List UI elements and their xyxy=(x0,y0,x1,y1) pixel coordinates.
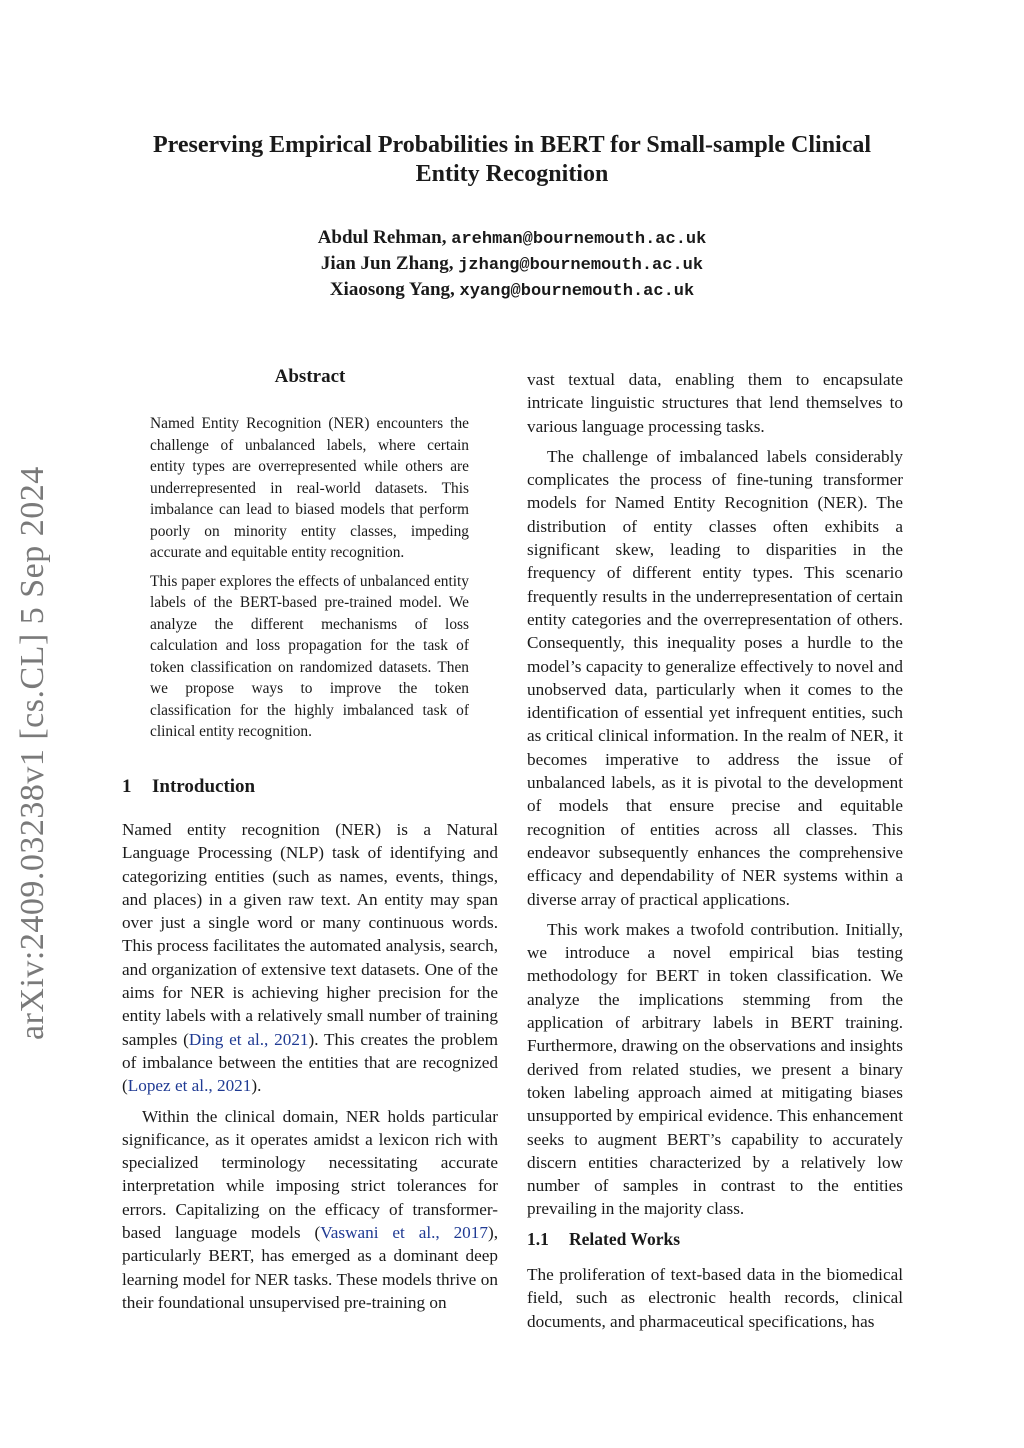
right-column-body xyxy=(527,368,903,1221)
abstract-paragraph: This paper explores the effects of unbalanced entity labels of the BERT-based pre-trained model. We analyze the different mechanisms of loss calculation and loss propagation for the task of token classification on randomized datasets. Then we propose ways to improve the token classification for the highly imbalanced task of clinical entity recognition. xyxy=(150,572,469,740)
citation-link[interactable]: Ding et al., 2021 xyxy=(188,1029,309,1049)
author-name: Abdul Rehman, xyxy=(317,227,447,248)
text-run: ), particularly BERT, has emerged as a dominant deep learning model for NER tasks. These models thrive on their foundational unsupervised pre-training on xyxy=(122,1223,498,1312)
related-works-body xyxy=(527,1263,903,1333)
citation-link[interactable]: Vaswani et al., 2017 xyxy=(320,1223,488,1243)
section-heading-introduction xyxy=(122,776,255,798)
subsection-title: Related Works xyxy=(569,1229,680,1249)
arxiv-identifier: arXiv:2409.03238v1 [cs.CL] 5 Sep 2024 xyxy=(14,466,51,1040)
intro-paragraph-3: The challenge of imbalanced labels considerably complicates the process of fine-tuning transformer models for Named Entity Recognition (NER). The distribution of entity classes often exhibits a significant skew, leading to disparities in the frequency of different entity types. This scenario frequently results in the underrepresentation of certain entity categories and the overrepresentation of others. Consequently, this inequality poses a hurdle to the model’s capacity to generalize effectively to novel and unobserved data, particularly when it comes to the identification of essential yet infrequent entities, such as critical clinical information. In the realm of NER, it becomes imperative to address the issue of unbalanced labels, as it is pivotal to the development of models that ensure precise and equitable recognition of entities across all classes. This endeavor subsequently enhances the comprehensive efficacy and dependability of NER systems within a diverse array of practical applications. xyxy=(527,446,903,909)
author-3 xyxy=(120,278,904,304)
text-run: Within the clinical domain, NER holds particular significance, as it operates amidst a lexicon rich with specialized terminology necessitating accurate interpretation while imposing strict tolerances for errors. Capitalizing on the efficacy of transformer-based language models ( xyxy=(122,1106,498,1243)
intro-paragraph-2-continued: vast textual data, enabling them to encapsulate intricate linguistic structures that lend themselves to various language processing tasks. xyxy=(527,370,903,436)
subsection-heading-related-works xyxy=(527,1229,680,1250)
author-block xyxy=(120,226,904,304)
author-email[interactable]: xyang@bournemouth.ac.uk xyxy=(459,282,695,301)
text-run: Named entity recognition (NER) is a Natural Language Processing (NLP) task of identifying and categorizing entities (such as names, events, things, and places) in a given raw text. An entity may span over just a single word or many continuous words. This process facilitates the automated analysis, search, and organization of extensive text datasets. One of the aims for NER is achieving higher precision for the entity labels with a relatively small number of training samples ( xyxy=(122,820,498,1049)
author-name: Xiaosong Yang, xyxy=(329,279,455,300)
text-run: ). This creates the problem of imbalance between the entities that are recognized ( xyxy=(122,1029,499,1096)
author-email[interactable]: arehman@bournemouth.ac.uk xyxy=(451,230,707,249)
subsection-number: 1.1 xyxy=(527,1229,549,1249)
citation-link[interactable]: Lopez et al., 2021 xyxy=(127,1076,252,1096)
author-2 xyxy=(120,252,904,278)
text-run: ). xyxy=(251,1076,262,1096)
author-1 xyxy=(120,226,904,252)
left-column-body xyxy=(122,818,498,1314)
author-email[interactable]: jzhang@bournemouth.ac.uk xyxy=(458,256,704,275)
paper-title: Preserving Empirical Probabilities in BERT for Small-sample Clinical Entity Recognition xyxy=(152,132,872,187)
intro-paragraph-2 xyxy=(122,1105,498,1315)
abstract-paragraph: Named Entity Recognition (NER) encounters the challenge of unbalanced labels, where certain entity types are overrepresented while others are underrepresented in real-world datasets. This imbalance can lead to biased models that perform poorly on minority entity classes, impeding accurate and equitable entity recognition. xyxy=(150,415,469,561)
section-number: 1 xyxy=(122,776,132,797)
author-name: Jian Jun Zhang, xyxy=(320,253,454,274)
abstract-body xyxy=(150,413,469,750)
intro-paragraph-4: This work makes a twofold contribution. Initially, we introduce a novel empirical bias testing methodology for BERT in token classification. We analyze the implications stemming from the application of arbitrary labels in BERT training. Furthermore, drawing on the observations and insights derived from related studies, we present a binary token labeling approach aimed at mitigating biases unsupported by empirical evidence. This enhancement seeks to augment BERT’s capability to accurately discern entities characterized by a relatively low number of samples in contrast to the entities prevailing in the majority class. xyxy=(527,919,903,1219)
related-paragraph: The proliferation of text-based data in the biomedical field, such as electronic health records, clinical documents, and pharmaceutical specifications, has xyxy=(527,1265,903,1331)
abstract-heading: Abstract xyxy=(274,366,346,387)
section-title: Introduction xyxy=(152,776,256,797)
intro-paragraph-1 xyxy=(122,818,498,1098)
